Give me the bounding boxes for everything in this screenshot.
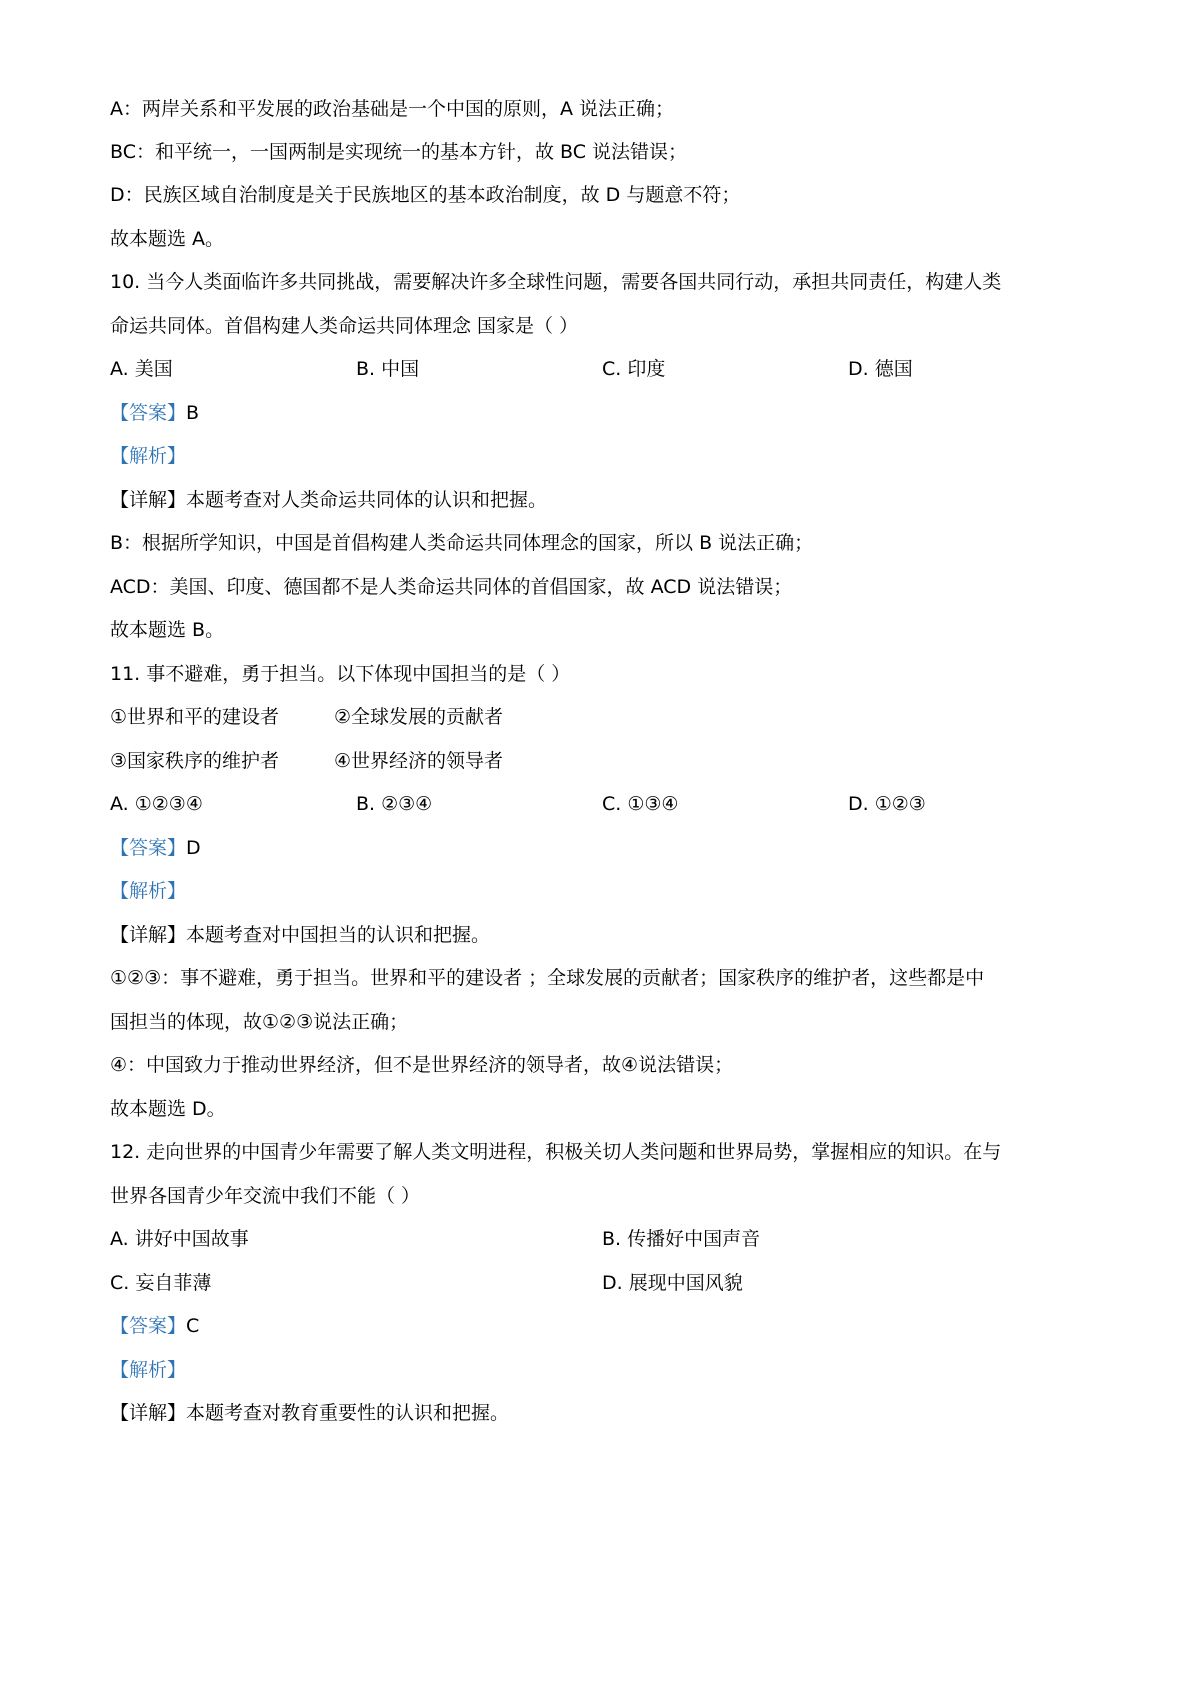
q11-explain: ④：中国致力于推动世界经济，但不是世界经济的领导者，故④说法错误；	[110, 1054, 734, 1076]
answer-value: B	[186, 402, 200, 424]
q10-option-d: D. 德国	[848, 358, 913, 380]
q11-item: ③国家秩序的维护者	[110, 750, 280, 772]
answer-tag: 【答案】	[110, 1315, 187, 1337]
q11-analysis-tag: 【解析】	[110, 880, 187, 902]
answer-value: D	[186, 837, 201, 859]
q11-explain: 国担当的体现，故①②③说法正确；	[110, 1011, 409, 1033]
q12-analysis-tag: 【解析】	[110, 1359, 187, 1381]
q11-option-b: B. ②③④	[356, 793, 433, 815]
q11-option-c: C. ①③④	[602, 793, 679, 815]
q11-answer	[110, 835, 1110, 861]
q12-option-c: C. 妄自菲薄	[110, 1272, 212, 1294]
q11-item: ④世界经济的领导者	[334, 750, 504, 772]
q11-item: ②全球发展的贡献者	[334, 706, 504, 728]
q10-analysis-tag: 【解析】	[110, 445, 187, 467]
question-12-stem: 世界各国青少年交流中我们不能（ ）	[110, 1185, 421, 1207]
q12-explain: 【详解】本题考查对教育重要性的认识和把握。	[110, 1402, 510, 1424]
answer-value: C	[186, 1315, 200, 1337]
question-11-stem: 11. 事不避难，勇于担当。以下体现中国担当的是（ ）	[110, 663, 571, 685]
q10-option-c: C. 印度	[602, 358, 666, 380]
q11-explain: ①②③：事不避难，勇于担当。世界和平的建设者 ；全球发展的贡献者；国家秩序的维护者，这些都是中	[110, 967, 985, 989]
q12-answer	[110, 1313, 1110, 1339]
answer-tag: 【答案】	[110, 402, 187, 424]
q11-explain: 故本题选 D。	[110, 1098, 226, 1120]
q11-option-a: A. ①②③④	[110, 793, 203, 815]
top-line: D：民族区域自治制度是关于民族地区的基本政治制度，故 D 与题意不符；	[110, 184, 741, 206]
q11-option-d: D. ①②③	[848, 793, 926, 815]
q12-option-b: B. 传播好中国声音	[602, 1228, 761, 1250]
question-12-stem: 12. 走向世界的中国青少年需要了解人类文明进程，积极关切人类问题和世界局势，掌握相应的知识。在与	[110, 1141, 1002, 1163]
question-10-stem: 10. 当今人类面临许多共同挑战，需要解决许多全球性问题，需要各国共同行动，承担共同责任，构建人类	[110, 271, 1002, 293]
top-line: BC：和平统一，一国两制是实现统一的基本方针，故 BC 说法错误；	[110, 141, 688, 163]
q10-explain: 【详解】本题考查对人类命运共同体的认识和把握。	[110, 489, 548, 511]
question-10-stem: 命运共同体。首倡构建人类命运共同体理念 国家是（ ）	[110, 315, 579, 337]
q11-explain: 【详解】本题考查对中国担当的认识和把握。	[110, 924, 491, 946]
q10-explain: B：根据所学知识，中国是首倡构建人类命运共同体理念的国家，所以 B 说法正确；	[110, 532, 814, 554]
top-line: 故本题选 A。	[110, 228, 225, 250]
q12-option-d: D. 展现中国风貌	[602, 1272, 743, 1294]
answer-tag: 【答案】	[110, 837, 187, 859]
q12-option-a: A. 讲好中国故事	[110, 1228, 249, 1250]
q10-explain: ACD：美国、印度、德国都不是人类命运共同体的首倡国家，故 ACD 说法错误；	[110, 576, 793, 598]
q10-option-a: A. 美国	[110, 358, 173, 380]
q10-option-b: B. 中国	[356, 358, 420, 380]
q10-explain: 故本题选 B。	[110, 619, 225, 641]
top-line: A：两岸关系和平发展的政治基础是一个中国的原则，A 说法正确；	[110, 98, 675, 120]
q11-item: ①世界和平的建设者	[110, 706, 280, 728]
q10-answer	[110, 400, 1110, 426]
